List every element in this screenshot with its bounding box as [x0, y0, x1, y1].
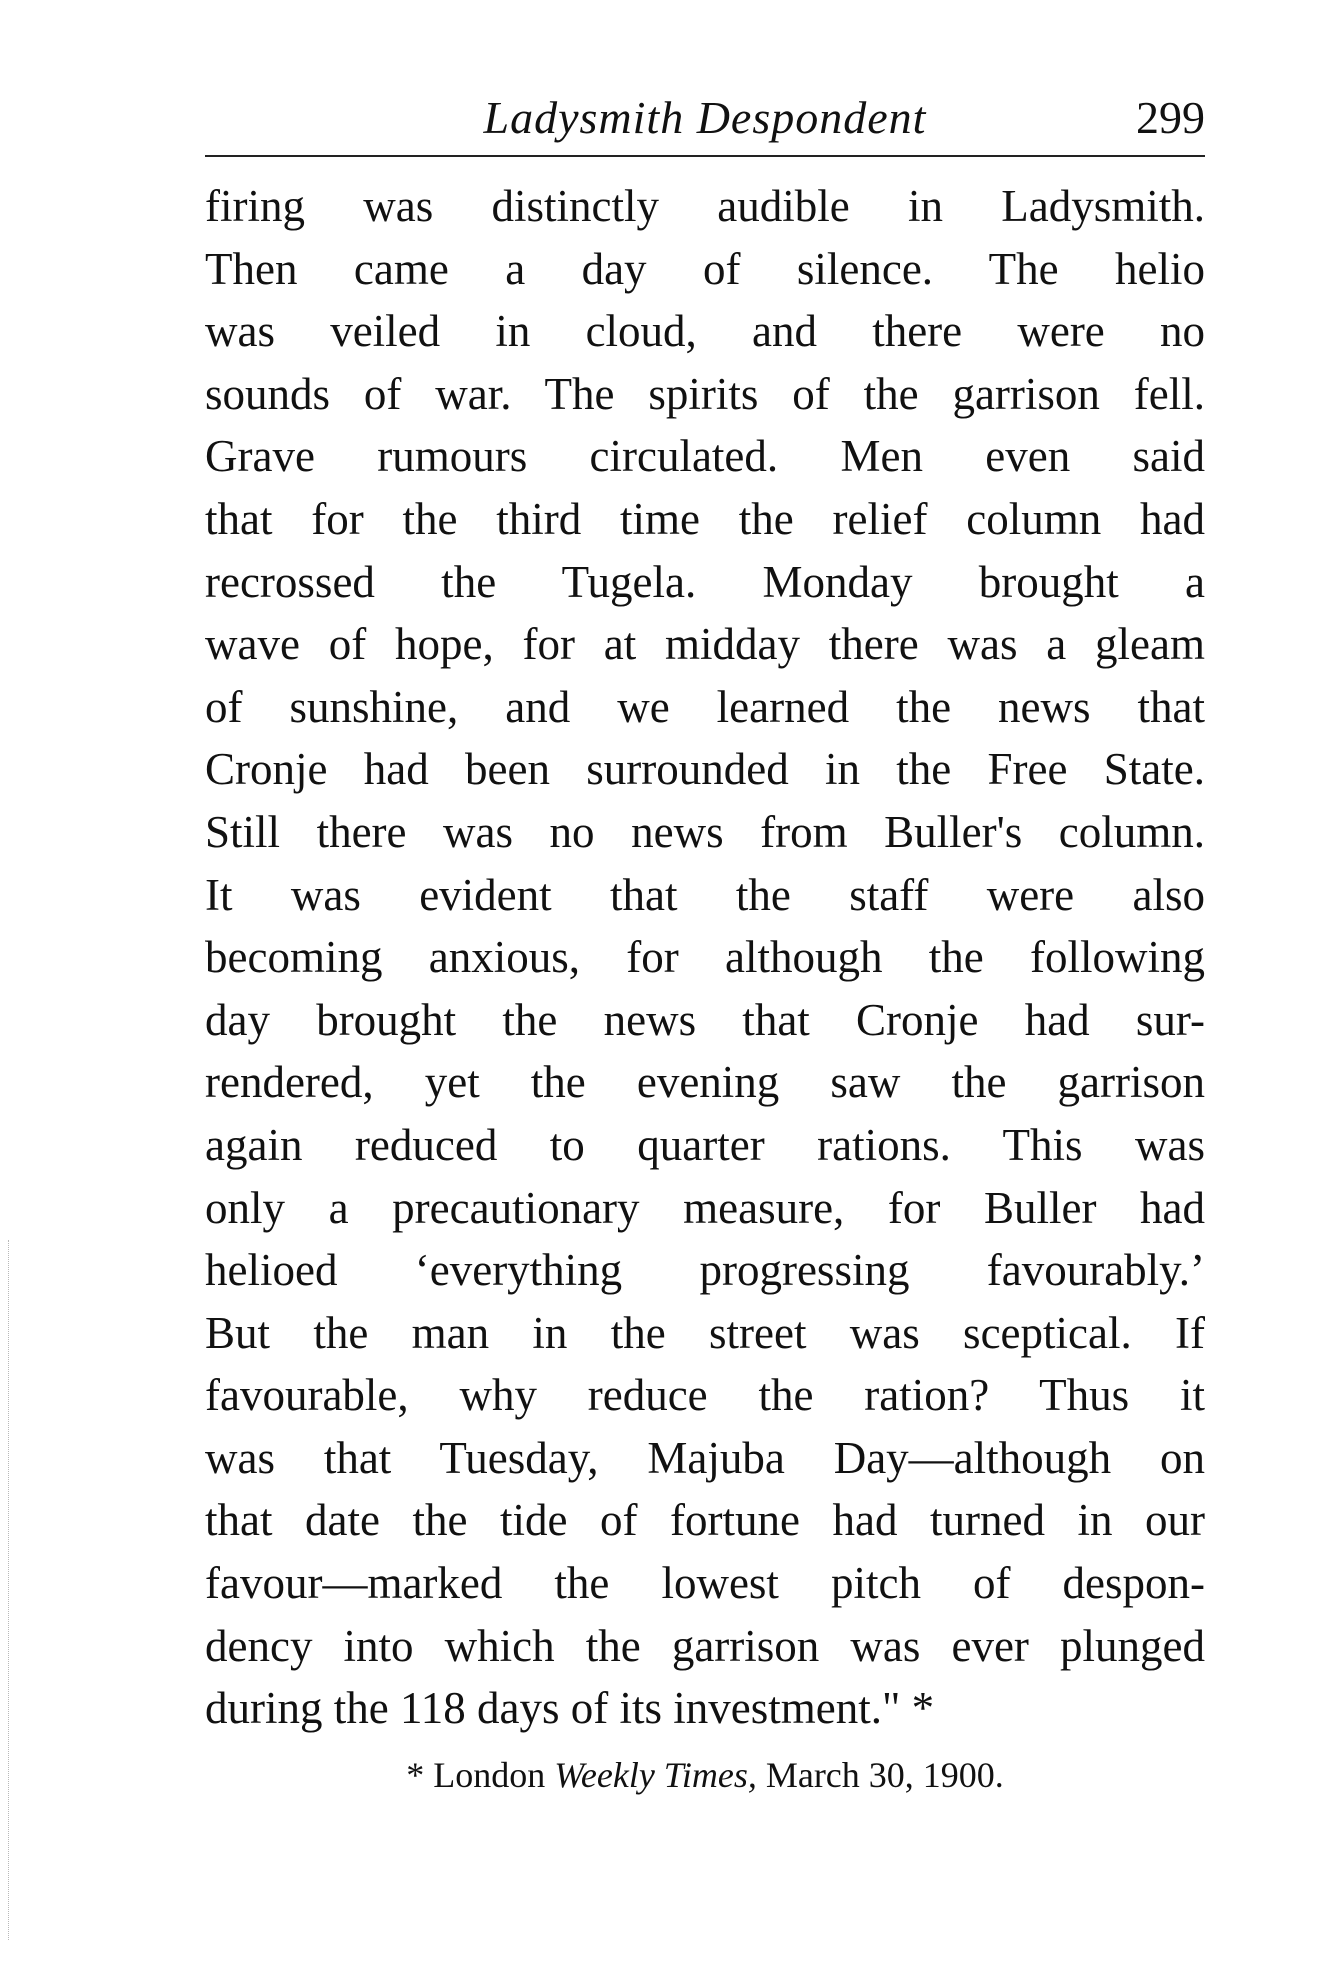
footnote-prefix: London [433, 1755, 546, 1795]
body-text [205, 175, 1205, 1740]
footnote [205, 1750, 1205, 1800]
header-rule [205, 155, 1205, 157]
text-line: Cronje had been surrounded in the Free State. [205, 744, 1205, 795]
text-line: Then came a day of silence. The helio [205, 243, 1205, 294]
running-head [205, 88, 1205, 148]
text-line: favourable, why reduce the ration? Thus it [205, 1370, 1205, 1421]
text-line: was that Tuesday, Majuba Day—although on [205, 1432, 1205, 1483]
text-line: rendered, yet the evening saw the garrison [205, 1057, 1205, 1108]
text-line: It was evident that the staff were also [205, 869, 1205, 920]
text-line: Grave rumours circulated. Men even said [205, 431, 1205, 482]
text-line: helioed ‘everything progressing favourably.’ [205, 1245, 1205, 1296]
text-line: that date the tide of fortune had turned in our [205, 1495, 1205, 1546]
text-line: becoming anxious, for although the following [205, 932, 1205, 983]
footnote-publication: Weekly Times, [554, 1755, 757, 1795]
text-line: recrossed the Tugela. Monday brought a [205, 556, 1205, 607]
text-line: Still there was no news from Buller's column. [205, 806, 1205, 857]
text-line: only a precautionary measure, for Buller had [205, 1182, 1205, 1233]
text-line: But the man in the street was sceptical. If [205, 1307, 1205, 1358]
text-line: of sunshine, and we learned the news that [205, 681, 1205, 732]
scan-margin-artifact [8, 1240, 15, 1940]
text-line: sounds of war. The spirits of the garrison fell. [205, 368, 1205, 419]
text-line: firing was distinctly audible in Ladysmith. [205, 181, 1205, 231]
text-line: day brought the news that Cronje had sur- [205, 994, 1205, 1045]
text-line-last: during the 118 days of its investment." * [205, 1683, 935, 1734]
page-title: Ladysmith Despondent [483, 92, 927, 143]
text-line: was veiled in cloud, and there were no [205, 306, 1205, 357]
footnote-date: March 30, 1900. [765, 1755, 1004, 1795]
text-line: dency into which the garrison was ever plunged [205, 1620, 1205, 1671]
text-line: that for the third time the relief column had [205, 493, 1205, 544]
text-line: again reduced to quarter rations. This was [205, 1119, 1205, 1170]
page-number: 299 [1136, 92, 1205, 143]
text-line: favour—marked the lowest pitch of despon- [205, 1558, 1205, 1609]
footnote-marker: * [406, 1755, 425, 1795]
text-line: wave of hope, for at midday there was a gleam [205, 619, 1205, 670]
